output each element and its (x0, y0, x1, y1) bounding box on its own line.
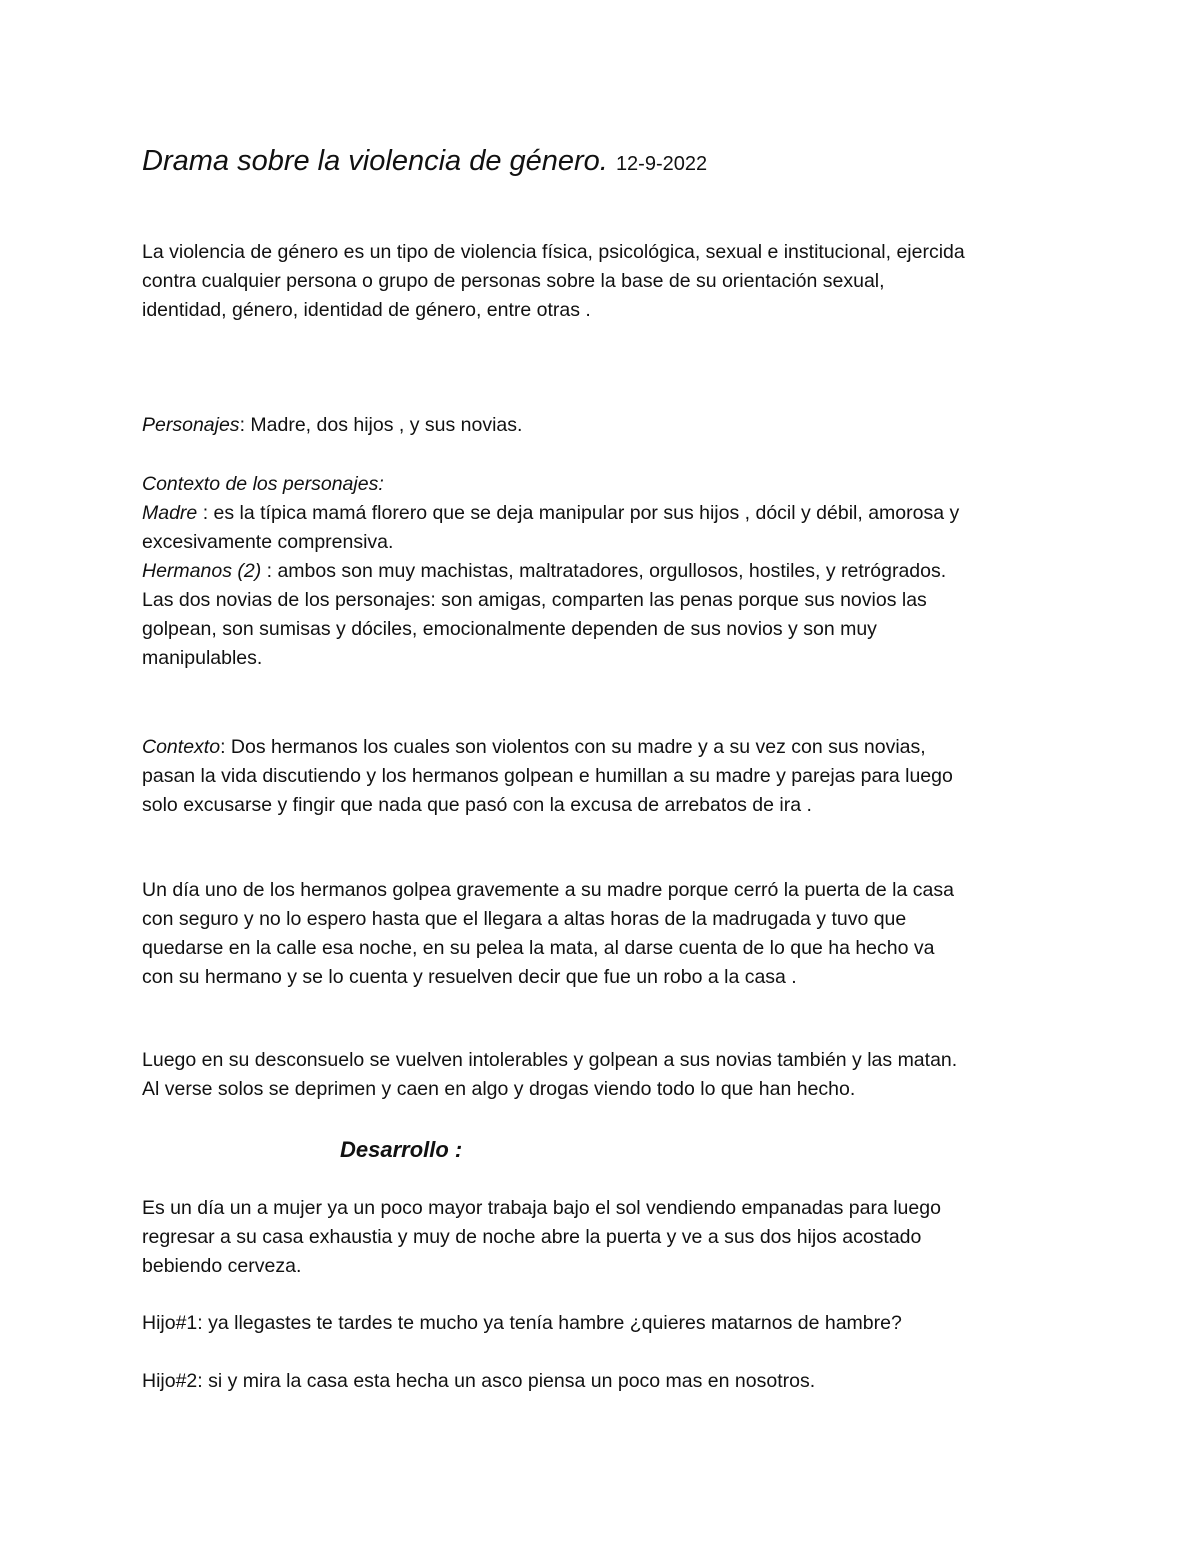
title-line (142, 141, 1082, 184)
madre-label: Madre (142, 502, 198, 524)
contexto-line: solo excusarse y fingir que nada que pasó con la excusa de arrebatos de ira . (142, 794, 812, 816)
personajes-text: : Madre, dos hijos , y sus novias. (239, 414, 523, 436)
contexto-personajes-suffix: : (378, 473, 384, 495)
contexto-text: : Dos hermanos los cuales son violentos con su madre y a su vez con sus novias, (220, 736, 926, 758)
novias-line: manipulables. (142, 647, 263, 669)
contexto-label: Contexto (142, 736, 221, 758)
intro-line: contra cualquier persona o grupo de personas sobre la base de su orientación sexual, (142, 270, 885, 292)
luego-line: Al verse solos se deprimen y caen en algo y drogas viendo todo lo que han hecho. (142, 1078, 856, 1100)
document-date: 12-9-2022 (615, 153, 708, 175)
contexto-paragraph (142, 733, 1082, 820)
desarrollo-heading: Desarrollo : (340, 1137, 463, 1162)
contexto-personajes-label: Contexto de los personajes (142, 473, 379, 495)
dia-line: Un día uno de los hermanos golpea gravemente a su madre porque cerró la puerta de la casa (142, 879, 954, 901)
dia-line: con su hermano y se lo cuenta y resuelven decir que fue un robo a la casa . (142, 966, 797, 988)
hermanos-label: Hermanos (2) (142, 560, 262, 582)
personajes-line (142, 411, 1082, 440)
personajes-label: Personajes (142, 414, 240, 436)
document-title: Drama sobre la violencia de género. (142, 145, 608, 177)
madre-text: : es la típica mamá florero que se deja manipular por sus hijos , dócil y débil, amorosa y (197, 502, 960, 524)
luego-paragraph (142, 1046, 1082, 1104)
intro-line: La violencia de género es un tipo de violencia física, psicológica, sexual e institucional, ejercida (142, 241, 965, 263)
intro-line: identidad, género, identidad de género, entre otras . (142, 299, 591, 321)
dia-paragraph (142, 876, 1082, 992)
dia-line: quedarse en la calle esa noche, en su pelea la mata, al darse cuenta de lo que ha hecho va (142, 937, 935, 959)
novias-line: golpean, son sumisas y dóciles, emocionalmente dependen de sus novios y son muy (142, 618, 877, 640)
contexto-personajes-heading (142, 470, 1082, 499)
desarrollo-line: regresar a su casa exhaustia y muy de noche abre la puerta y ve a sus dos hijos acostado (142, 1226, 922, 1248)
madre-line-2: excesivamente comprensiva. (142, 531, 394, 553)
contexto-line: pasan la vida discutiendo y los hermanos golpean e humillan a su madre y parejas para luego (142, 765, 953, 787)
desarrollo-paragraph (142, 1194, 1082, 1281)
dialogue-hijo-2: Hijo#2: si y mira la casa esta hecha un asco piensa un poco mas en nosotros. (142, 1370, 816, 1392)
novias-line: Las dos novias de los personajes: son amigas, comparten las penas porque sus novios las (142, 589, 927, 611)
desarrollo-line: Es un día un a mujer ya un poco mayor trabaja bajo el sol vendiendo empanadas para luego (142, 1197, 941, 1219)
contexto-line (142, 733, 1082, 762)
dia-line: con seguro y no lo espero hasta que el llegara a altas horas de la madrugada y tuvo que (142, 908, 907, 930)
intro-paragraph (142, 238, 1082, 325)
luego-line: Luego en su desconsuelo se vuelven intolerables y golpean a sus novias también y las matan. (142, 1049, 958, 1071)
contexto-personajes-section (142, 470, 1082, 673)
desarrollo-line: bebiendo cerveza. (142, 1255, 302, 1277)
hermanos-text: : ambos son muy machistas, maltratadores, orgullosos, hostiles, y retrógrados. (261, 560, 947, 582)
madre-line (142, 499, 1082, 528)
hermanos-line (142, 557, 1082, 586)
dialogue-hijo-1: Hijo#1: ya llegastes te tardes te mucho ya tenía hambre ¿quieres matarnos de hambre? (142, 1312, 902, 1334)
